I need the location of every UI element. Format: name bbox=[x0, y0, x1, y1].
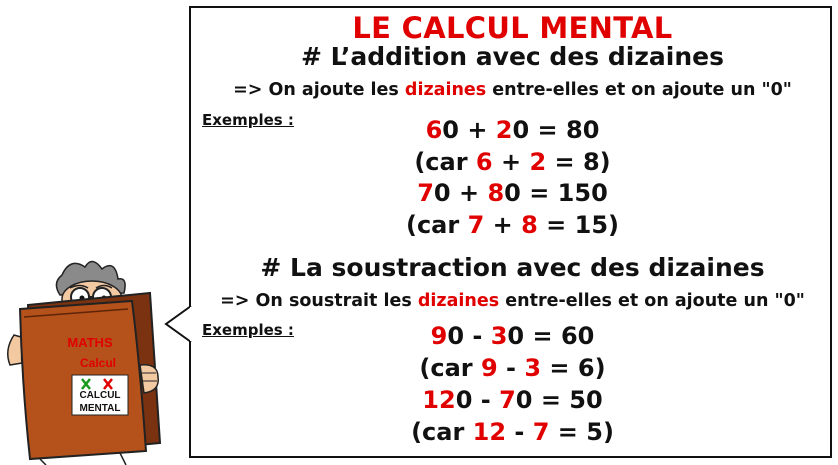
addition-example-1: 60 + 20 = 80 bbox=[425, 116, 600, 144]
subtraction-heading: # La soustraction avec des dizaines bbox=[260, 253, 765, 282]
book-label-line1: CALCUL bbox=[79, 390, 121, 401]
book-title: MATHS bbox=[67, 335, 113, 350]
teacher-reading-book-illustration bbox=[0, 255, 175, 465]
page-title: LE CALCUL MENTAL bbox=[352, 11, 673, 45]
book-label-line2: MENTAL bbox=[79, 403, 121, 414]
addition-examples-label: Exemples : bbox=[202, 111, 294, 129]
subtraction-example-2: 120 - 70 = 50 bbox=[422, 386, 603, 414]
addition-heading: # L’addition avec des dizaines bbox=[301, 42, 724, 71]
addition-example-1-explanation: (car 6 + 2 = 8) bbox=[414, 148, 611, 176]
subtraction-example-2-explanation: (car 12 - 7 = 5) bbox=[411, 418, 614, 446]
subtraction-example-1: 90 - 30 = 60 bbox=[430, 322, 595, 350]
addition-example-2: 70 + 80 = 150 bbox=[417, 179, 608, 207]
book-subtitle: Calcul bbox=[79, 356, 117, 370]
subtraction-examples-label: Exemples : bbox=[202, 321, 294, 339]
subtraction-example-1-explanation: (car 9 - 3 = 6) bbox=[419, 354, 606, 382]
speech-bubble bbox=[189, 6, 832, 458]
addition-example-2-explanation: (car 7 + 8 = 15) bbox=[405, 211, 619, 239]
addition-rule: => On ajoute les dizaines entre-elles et on ajoute un "0" bbox=[233, 80, 792, 100]
speech-bubble-tail bbox=[160, 300, 194, 350]
subtraction-rule: => On soustrait les dizaines entre-elles et on ajoute un "0" bbox=[220, 291, 805, 311]
